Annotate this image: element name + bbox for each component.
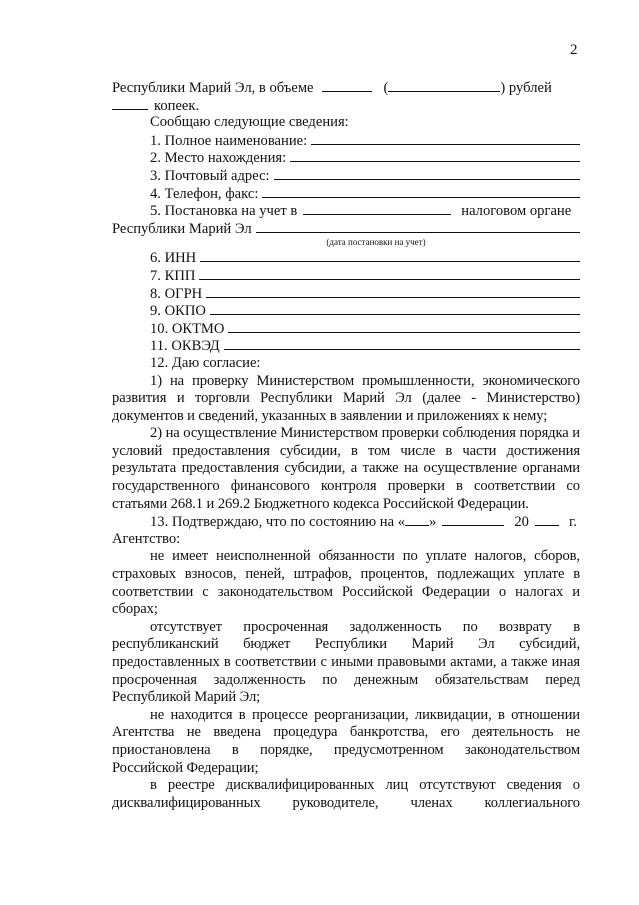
field-okpo-input[interactable]: [210, 302, 580, 315]
field-full-name: [112, 132, 580, 150]
field-location: [112, 149, 580, 167]
consent-paragraph-2: 2) на осуществление Министерством проверки соблюдения порядка и условий предоставления субсидии, в том числе в части достижения результата предоставления субсидии, а также на осуществление органами государственного финансового контроля проверки в соответствии со статьями 268.1 и 269.2 Бюджетного кодекса Российской Федерации.: [112, 425, 580, 512]
intro-text-kop: копеек.: [154, 97, 200, 114]
field-oktmo: [112, 320, 580, 338]
field-label: 11. ОКВЭД: [150, 338, 220, 355]
field-oktmo-input[interactable]: [228, 320, 580, 333]
date-year-input[interactable]: [535, 513, 559, 526]
field-okved-input[interactable]: [224, 337, 580, 350]
intro-text-b: (: [383, 80, 389, 96]
item5-text-c: Республики Марий Эл: [112, 220, 252, 237]
field-tax-registration: [112, 202, 580, 220]
field-postal-address-input[interactable]: [274, 167, 580, 180]
field-tax-registration-line2: [112, 220, 580, 238]
intro-line-2: [112, 97, 580, 115]
field-ogrn: [112, 285, 580, 303]
field-kpp: [112, 267, 580, 285]
item13-line: [112, 513, 580, 531]
field-location-input[interactable]: [290, 149, 580, 162]
field-inn: [112, 249, 580, 267]
item13-text-b: »: [429, 514, 437, 531]
statement-paragraph-3: не находится в процессе реорганизации, ликвидации, в отношении Агентства не введена процедура банкротства, его деятельность не приостановлена в порядке, предусмотренном законодательством Российской Федерации;: [112, 706, 580, 776]
tax-registration-date-input[interactable]: [303, 202, 451, 215]
document-body: [112, 79, 580, 812]
item5-text-a: 5. Постановка на учет в: [150, 203, 298, 220]
field-label: 10. ОКТМО: [150, 320, 225, 337]
amount-blank[interactable]: [322, 79, 372, 92]
field-label: 9. ОКПО: [150, 303, 206, 320]
intro-lead-text: Сообщаю следующие сведения:: [150, 114, 349, 131]
intro-text-a: Республики Марий Эл, в объеме: [112, 80, 314, 96]
field-label: 1. Полное наименование:: [150, 132, 308, 149]
intro-text-c: ) рублей: [500, 80, 552, 96]
field-label: 7. КПП: [150, 267, 196, 284]
field-postal-address: [112, 167, 580, 185]
item13-agency: [112, 531, 580, 549]
field-label: 6. ИНН: [150, 250, 197, 267]
tax-authority-input[interactable]: [256, 220, 580, 233]
intro-lead: [112, 114, 580, 132]
statement-paragraph-2: отсутствует просроченная задолженность по возврату в республиканский бюджет Республики Марий Эл субсидий, предоставленных в соответствии с иными правовыми актами, а также иная просроченная задолженность по денежным обязательствам перед Республикой Марий Эл;: [112, 618, 580, 706]
amount-words-blank[interactable]: [388, 79, 500, 92]
item13-text-a: 13. Подтверждаю, что по состоянию на «: [150, 514, 406, 531]
field-label: 3. Почтовый адрес:: [150, 167, 270, 184]
field-label: 2. Место нахождения:: [150, 150, 287, 167]
field-ogrn-input[interactable]: [206, 285, 580, 298]
page-number: 2: [570, 42, 578, 58]
field-full-name-input[interactable]: [311, 132, 580, 145]
item13-text-c: 20: [514, 514, 529, 531]
field-inn-input[interactable]: [200, 249, 580, 262]
item13-text-d: г.: [568, 514, 577, 531]
statement-paragraph-1: не имеет неисполненной обязанности по уплате налогов, сборов, страховых взносов, пеней, штрафов, процентов, подлежащих уплате в соответствии с законодательством Российской Федерации о налогах и сборах;: [112, 548, 580, 618]
statement-paragraph-4: в реестре дисквалифицированных лиц отсутствуют сведения о дисквалифицированных руководителе, членах коллегиального: [112, 777, 580, 811]
intro-line-1: [112, 79, 580, 97]
field-label: 4. Телефон, факс:: [150, 185, 259, 202]
tax-registration-caption: (дата постановки на учет): [326, 237, 426, 248]
field-label: 8. ОГРН: [150, 285, 203, 302]
item13-text-e: Агентство:: [112, 530, 181, 547]
item5-text-b: налоговом органе: [461, 203, 572, 220]
field-kpp-input[interactable]: [199, 267, 580, 280]
kopecks-blank[interactable]: [112, 97, 148, 110]
consent-paragraph-1: 1) на проверку Министерством промышленности, экономического развития и торговли Республики Марий Эл (далее - Министерство) документов и сведений, указанных в заявлении и приложениях к нему;: [112, 372, 580, 424]
date-day-input[interactable]: [405, 513, 429, 526]
field-phone-fax-input[interactable]: [262, 185, 580, 198]
field-phone-fax: [112, 185, 580, 203]
item12-text: 12. Даю согласие:: [150, 354, 261, 371]
field-okved: [112, 337, 580, 355]
item12-heading: [112, 355, 580, 373]
field-okpo: [112, 302, 580, 320]
date-month-input[interactable]: [442, 513, 504, 526]
